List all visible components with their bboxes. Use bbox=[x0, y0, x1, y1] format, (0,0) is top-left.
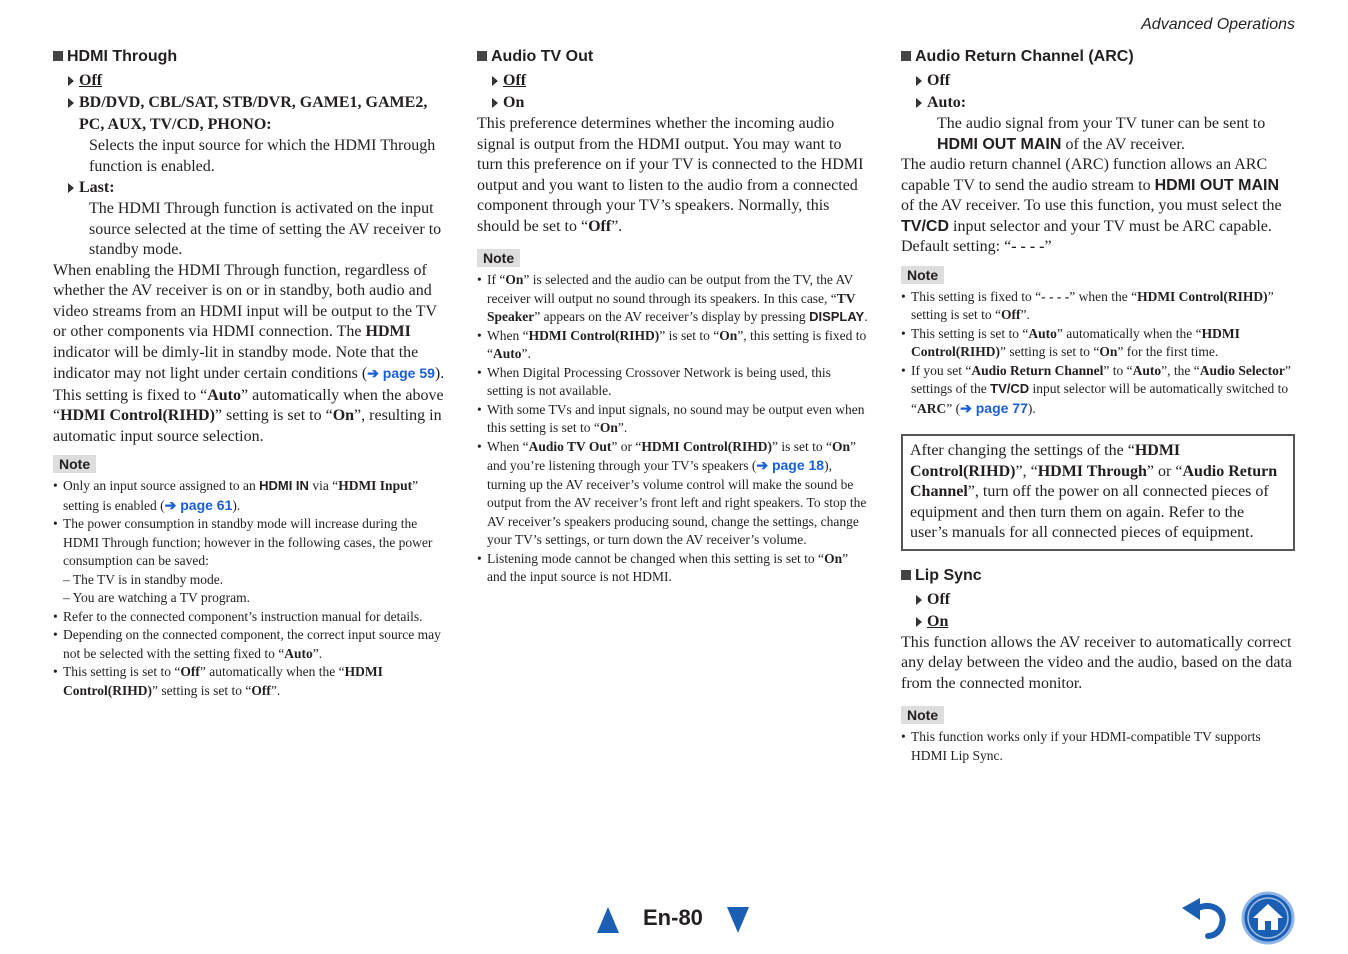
option-on: On bbox=[492, 92, 869, 114]
paragraph: This function allows the AV receiver to automatically correct any delay between the video and the audio, based on the data from the connected monitor. bbox=[901, 633, 1292, 692]
header-section-title: Advanced Operations bbox=[1141, 16, 1295, 33]
list-item: • If you set “Audio Return Channel” to “Auto”, the “Audio Selector” settings of the TV/CD input selector will be automatically switched to “ARC” (➔ page 77). bbox=[901, 362, 1295, 419]
list-item: • Refer to the connected component’s instruction manual for details. bbox=[53, 608, 445, 627]
page-link[interactable]: ➔ page 77 bbox=[960, 399, 1028, 416]
column-audio-tv-out bbox=[477, 46, 869, 587]
section-heading: Audio Return Channel (ARC) bbox=[901, 46, 1295, 68]
option-off: Off bbox=[492, 70, 869, 92]
page-link[interactable]: ➔ page 61 bbox=[164, 496, 233, 513]
list-item: • This setting is set to “Auto” automatically when the “HDMI Control(RIHD)” setting is set to “On” for the first time. bbox=[901, 325, 1295, 362]
column-hdmi-through bbox=[53, 46, 445, 700]
square-bullet-icon bbox=[901, 51, 911, 61]
list-item: • The power consumption in standby mode will increase during the HDMI Through function; however in the following cases, the power consumption can be saved: – The TV is in standby mode. – You are watching a TV program. bbox=[53, 515, 445, 608]
triangle-right-icon bbox=[916, 76, 922, 86]
triangle-right-icon bbox=[492, 98, 498, 108]
option-on: On bbox=[916, 611, 1295, 633]
square-bullet-icon bbox=[901, 570, 911, 580]
back-arrow-icon[interactable] bbox=[1180, 896, 1230, 940]
option-last-desc: The HDMI Through function is activated on the input source selected at the time of setting the AV receiver to standby mode. bbox=[89, 200, 442, 258]
note-list bbox=[901, 288, 1295, 419]
section-heading: Lip Sync bbox=[901, 565, 1295, 587]
option-sources-desc: Selects the input source for which the HDMI Through function is enabled. bbox=[89, 137, 436, 175]
option-off: Off bbox=[916, 70, 1295, 92]
page-link[interactable]: ➔ page 59 bbox=[367, 365, 435, 381]
triangle-right-icon bbox=[916, 617, 922, 627]
note-label: Note bbox=[477, 249, 520, 267]
list-item: • Listening mode cannot be changed when this setting is set to “On” and the input source is not HDMI. bbox=[477, 550, 869, 587]
option-sources: BD/DVD, CBL/SAT, STB/DVR, GAME1, GAME2, PC, AUX, TV/CD, PHONO: bbox=[68, 92, 445, 136]
triangle-right-icon bbox=[916, 98, 922, 108]
triangle-right-icon bbox=[916, 595, 922, 605]
list-item: • If “On” is selected and the audio can be output from the TV, the AV receiver will output no sound through its speakers. In this case, “TV Speaker” appears on the AV receiver’s display by pressing DISPLAY. bbox=[477, 271, 869, 327]
triangle-right-icon bbox=[492, 76, 498, 86]
page-number: En-80 bbox=[643, 905, 703, 930]
paragraph: When enabling the HDMI Through function, regardless of whether the AV receiver is on or in standby, both audio and video streams from an HDMI input will be output to the TV or other components via HDMI connection. The HDMI indicator will be dimly-lit in standby mode. Note that the indicator may not light under certain conditions (➔ page 59). bbox=[53, 261, 445, 382]
list-item: • When “Audio TV Out” or “HDMI Control(RIHD)” is set to “On” and you’re listening through your TV’s speakers (➔ page 18), turning up the AV receiver’s volume control will make the sound be output from the AV receiver’s front left and right speakers. To stop the AV receiver’s speakers producing sound, change the settings, change your TV’s settings, or turn down the AV receiver’s volume. bbox=[477, 438, 869, 550]
option-off: Off bbox=[68, 70, 445, 92]
list-item: • With some TVs and input signals, no sound may be output even when this setting is set to “On”. bbox=[477, 401, 869, 438]
list-item: • When Digital Processing Crossover Network is being used, this setting is not available. bbox=[477, 364, 869, 401]
paragraph: This setting is fixed to “Auto” automatically when the above “HDMI Control(RIHD)” setting is set to “On”, resulting in automatic input source selection. bbox=[53, 386, 444, 445]
triangle-right-icon bbox=[68, 183, 74, 193]
option-auto: Auto: bbox=[916, 92, 1295, 114]
triangle-right-icon bbox=[68, 98, 74, 108]
square-bullet-icon bbox=[53, 51, 63, 61]
page-link[interactable]: ➔ page 18 bbox=[756, 457, 825, 473]
list-item: • Only an input source assigned to an HDMI IN via “HDMI Input” setting is enabled (➔ page 61). bbox=[53, 477, 445, 515]
paragraph: The audio return channel (ARC) function allows an ARC capable TV to send the audio stream to HDMI OUT MAIN of the AV receiver. To use this function, you must select the TV/CD input selector and your TV must be ARC capable. Default setting: “- - - -” bbox=[901, 156, 1282, 255]
option-off: Off bbox=[916, 589, 1295, 611]
previous-page-arrow-icon[interactable] bbox=[597, 907, 619, 933]
note-list bbox=[901, 728, 1295, 765]
section-heading: HDMI Through bbox=[53, 46, 445, 68]
list-item: • When “HDMI Control(RIHD)” is set to “On”, this setting is fixed to “Auto”. bbox=[477, 327, 869, 364]
paragraph: This preference determines whether the incoming audio signal is output from the HDMI output. You may want to turn this preference on if your TV is connected to the HDMI output and you want to listen to the audio from a connected component through your TV’s speakers. Normally, this should be set to “Off”. bbox=[477, 115, 864, 235]
triangle-right-icon bbox=[68, 76, 74, 86]
note-list bbox=[53, 477, 445, 700]
home-icon[interactable] bbox=[1241, 891, 1295, 945]
list-item: • This setting is fixed to “- - - -” when the “HDMI Control(RIHD)” setting is set to “Off”. bbox=[901, 288, 1295, 325]
note-label: Note bbox=[53, 455, 96, 473]
note-label: Note bbox=[901, 706, 944, 724]
column-arc bbox=[901, 46, 1295, 765]
list-item: • This setting is set to “Off” automatically when the “HDMI Control(RIHD)” setting is set to “Off”. bbox=[53, 663, 445, 700]
square-bullet-icon bbox=[477, 51, 487, 61]
option-last: Last: bbox=[68, 177, 445, 199]
caution-box: After changing the settings of the “HDMI Control(RIHD)”, “HDMI Through” or “Audio Return Channel”, turn off the power on all connected pieces of equipment and then turn them on again. Refer to the user’s manuals for all connected pieces of equipment. bbox=[901, 434, 1295, 551]
option-auto-desc: The audio signal from your TV tuner can be sent to HDMI OUT MAIN of the AV receiver. bbox=[937, 115, 1266, 153]
note-label: Note bbox=[901, 266, 944, 284]
next-page-arrow-icon[interactable] bbox=[727, 907, 749, 933]
section-heading: Audio TV Out bbox=[477, 46, 869, 68]
note-list bbox=[477, 271, 869, 587]
list-item: • Depending on the connected component, the correct input source may not be selected with the setting fixed to “Auto”. bbox=[53, 626, 445, 663]
list-item: • This function works only if your HDMI-compatible TV supports HDMI Lip Sync. bbox=[901, 728, 1295, 765]
